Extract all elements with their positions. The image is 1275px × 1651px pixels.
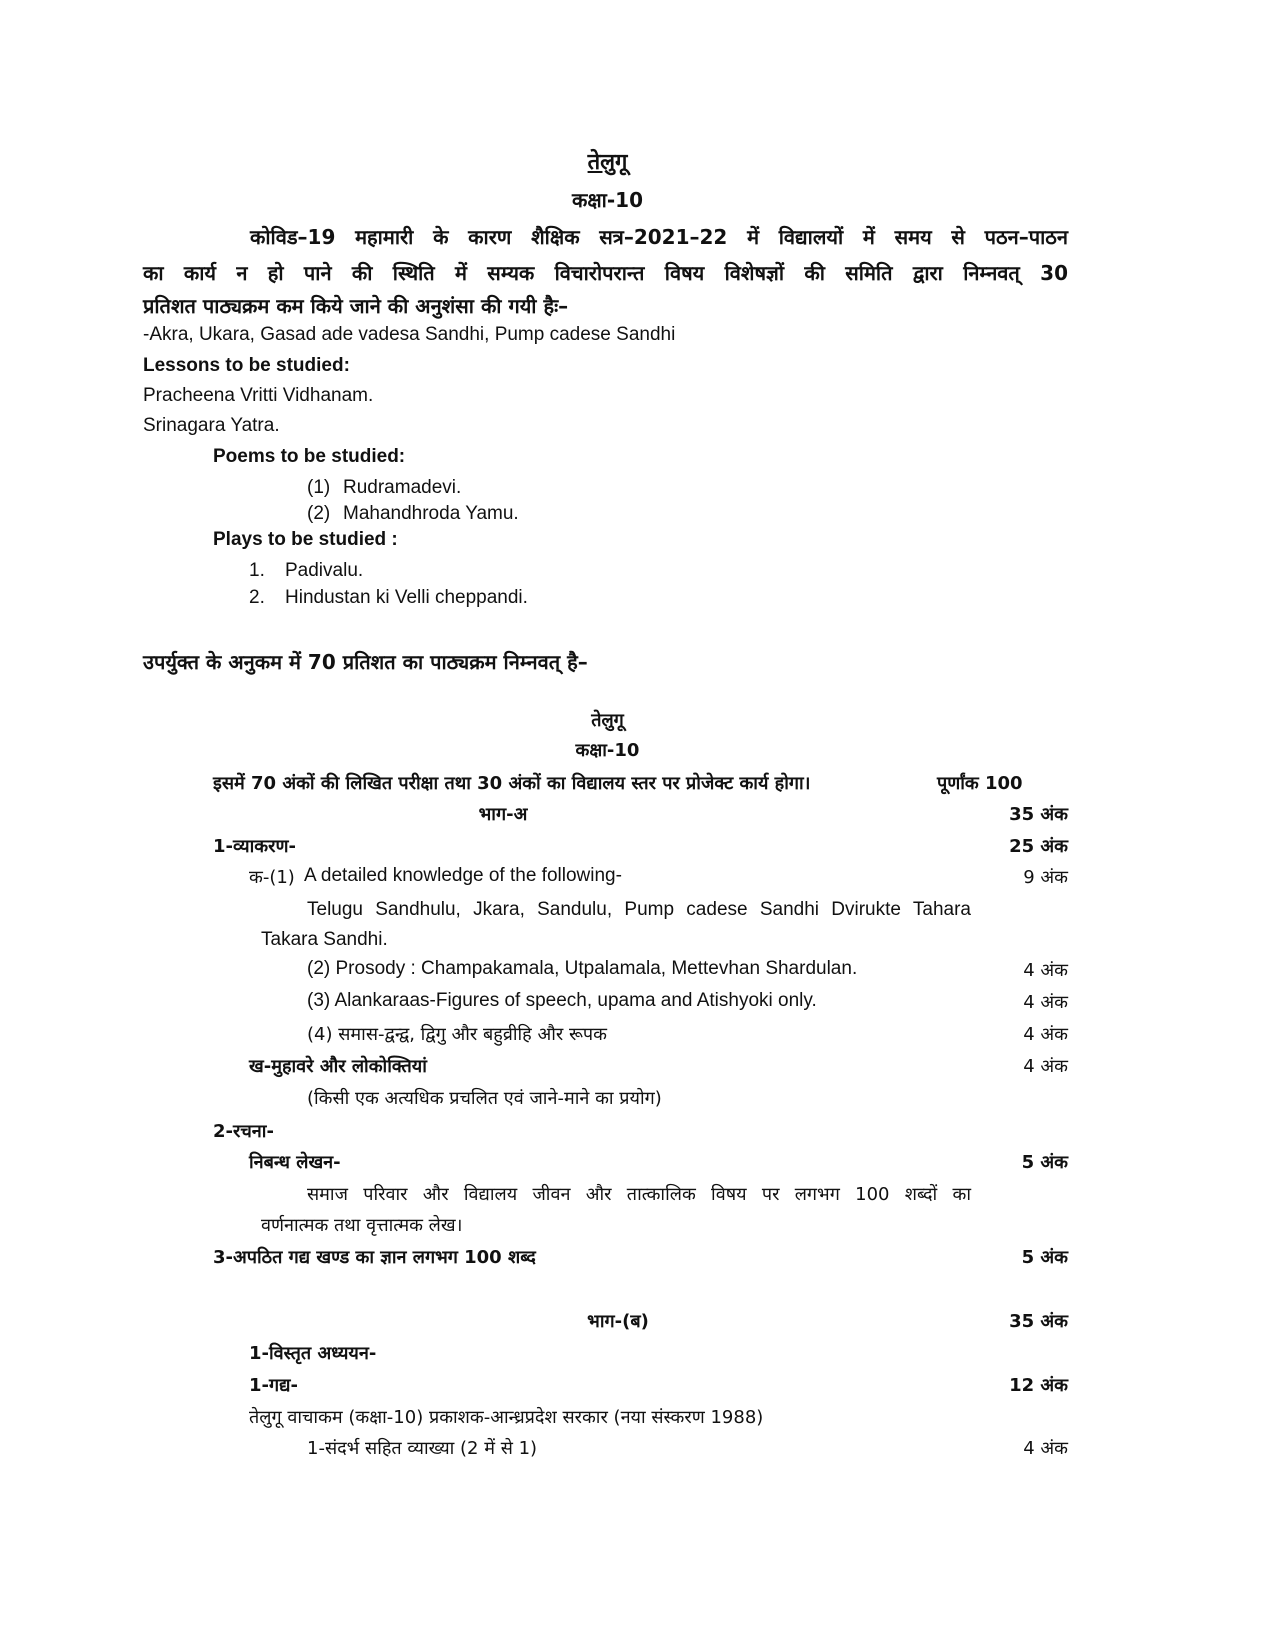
- full-marks: पूर्णांक 100: [937, 773, 1023, 794]
- ka-1-prefix: क-(1): [249, 867, 295, 888]
- play-number: 2.: [249, 587, 265, 608]
- essay-heading: निबन्ध लेखन-: [249, 1152, 341, 1173]
- poem-number: (2): [307, 503, 331, 524]
- poem-title: Mahandhroda Yamu.: [343, 503, 519, 524]
- part-b-marks: 35 अंक: [1009, 1311, 1068, 1332]
- sandhi-line: -Akra, Ukara, Gasad ade vadesa Sandhi, Pump cadese Sandhi: [143, 324, 676, 345]
- plays-heading: Plays to be studied :: [213, 529, 398, 550]
- intro-line-3: प्रतिशत पाठ्यक्रम कम किये जाने की अनुशंसा की गयी हैः–: [143, 294, 569, 318]
- ka-2-text: (2) Prosody : Champakamala, Utpalamala, Mettevhan Shardulan.: [307, 958, 858, 979]
- context-marks: 4 अंक: [1023, 1438, 1068, 1459]
- poems-heading: Poems to be studied:: [213, 446, 406, 467]
- ka-4-text: (4) समास-द्वन्द्व, द्विगु और बहुव्रीहि और रूपक: [307, 1024, 607, 1045]
- lessons-heading: Lessons to be studied:: [143, 355, 350, 376]
- essay-marks: 5 अंक: [1021, 1152, 1068, 1173]
- exam-note: इसमें 70 अंकों की लिखित परीक्षा तथा 30 अंकों का विद्यालय स्तर पर प्रोजेक्ट कार्य होगा।: [213, 773, 811, 794]
- ka-3-marks: 4 अंक: [1023, 992, 1068, 1013]
- part-a-marks: 35 अंक: [1009, 804, 1068, 825]
- unseen-marks: 5 अंक: [1021, 1247, 1068, 1268]
- kha-marks: 4 अंक: [1023, 1056, 1068, 1077]
- ka-1-detail-line-1: Telugu Sandhulu, Jkara, Sandulu, Pump cadese Sandhi Dvirukte Tahara: [307, 899, 971, 920]
- intro-line-2: का कार्य न हो पाने की स्थिति में सम्यक विचारोपरान्त विषय विशेषज्ञों की समिति द्वारा निम्नवत् 30: [143, 261, 1068, 285]
- kha-note: (किसी एक अत्यधिक प्रचलित एवं जाने-माने का प्रयोग): [307, 1088, 662, 1109]
- kha-heading: ख-मुहावरे और लोकोक्तियां: [249, 1056, 427, 1077]
- ka-3-text: (3) Alankaraas-Figures of speech, upama and Atishyoki only.: [307, 990, 817, 1011]
- poem-number: (1): [307, 477, 331, 498]
- prose-heading: 1-गद्य-: [249, 1375, 298, 1396]
- grammar-heading: 1-व्याकरण-: [213, 836, 296, 857]
- prose-marks: 12 अंक: [1009, 1375, 1068, 1396]
- grammar-marks: 25 अंक: [1009, 836, 1068, 857]
- lesson-item: Pracheena Vritti Vidhanam.: [143, 385, 374, 406]
- ka-1-detail-line-2: Takara Sandhi.: [261, 929, 388, 950]
- play-title: Padivalu.: [285, 560, 364, 581]
- essay-line-1: समाज परिवार और विद्यालय जीवन और तात्कालिक विषय पर लगभग 100 शब्दों का: [307, 1184, 971, 1205]
- page-title: तेलुगू: [587, 150, 628, 175]
- syllabus-title: तेलुगू: [591, 710, 624, 731]
- class-heading: कक्षा-10: [571, 188, 643, 212]
- ka-1-marks: 9 अंक: [1023, 867, 1068, 888]
- unseen-heading: 3-अपठित गद्य खण्ड का ज्ञान लगभग 100 शब्द: [213, 1247, 536, 1268]
- transition-line: उपर्युक्त के अनुकम में 70 प्रतिशत का पाठ्यक्रम निम्नवत् है–: [143, 650, 588, 674]
- essay-line-2: वर्णनात्मक तथा वृत्तात्मक लेख।: [261, 1215, 463, 1236]
- ka-2-marks: 4 अंक: [1023, 960, 1068, 981]
- ka-4-marks: 4 अंक: [1023, 1024, 1068, 1045]
- rachna-heading: 2-रचना-: [213, 1121, 274, 1142]
- intro-line-1: कोविड–19 महामारी के कारण शैक्षिक सत्र–2021–22 में विद्यालयों में समय से पठन–पाठन: [250, 225, 1068, 249]
- play-title: Hindustan ki Velli cheppandi.: [285, 587, 528, 608]
- part-a-heading: भाग-अ: [478, 804, 528, 825]
- poem-title: Rudramadevi.: [343, 477, 462, 498]
- detailed-study-heading: 1-विस्तृत अध्ययन-: [249, 1343, 377, 1364]
- lesson-item: Srinagara Yatra.: [143, 415, 280, 436]
- play-number: 1.: [249, 560, 265, 581]
- syllabus-class: कक्षा-10: [575, 740, 640, 761]
- context-line: 1-संदर्भ सहित व्याख्या (2 में से 1): [307, 1438, 538, 1459]
- ka-1-text: A detailed knowledge of the following-: [304, 865, 622, 886]
- part-b-heading: भाग-(ब): [587, 1311, 649, 1332]
- textbook-line: तेलुगू वाचाकम (कक्षा-10) प्रकाशक-आन्ध्रप्रदेश सरकार (नया संस्करण 1988): [249, 1407, 764, 1428]
